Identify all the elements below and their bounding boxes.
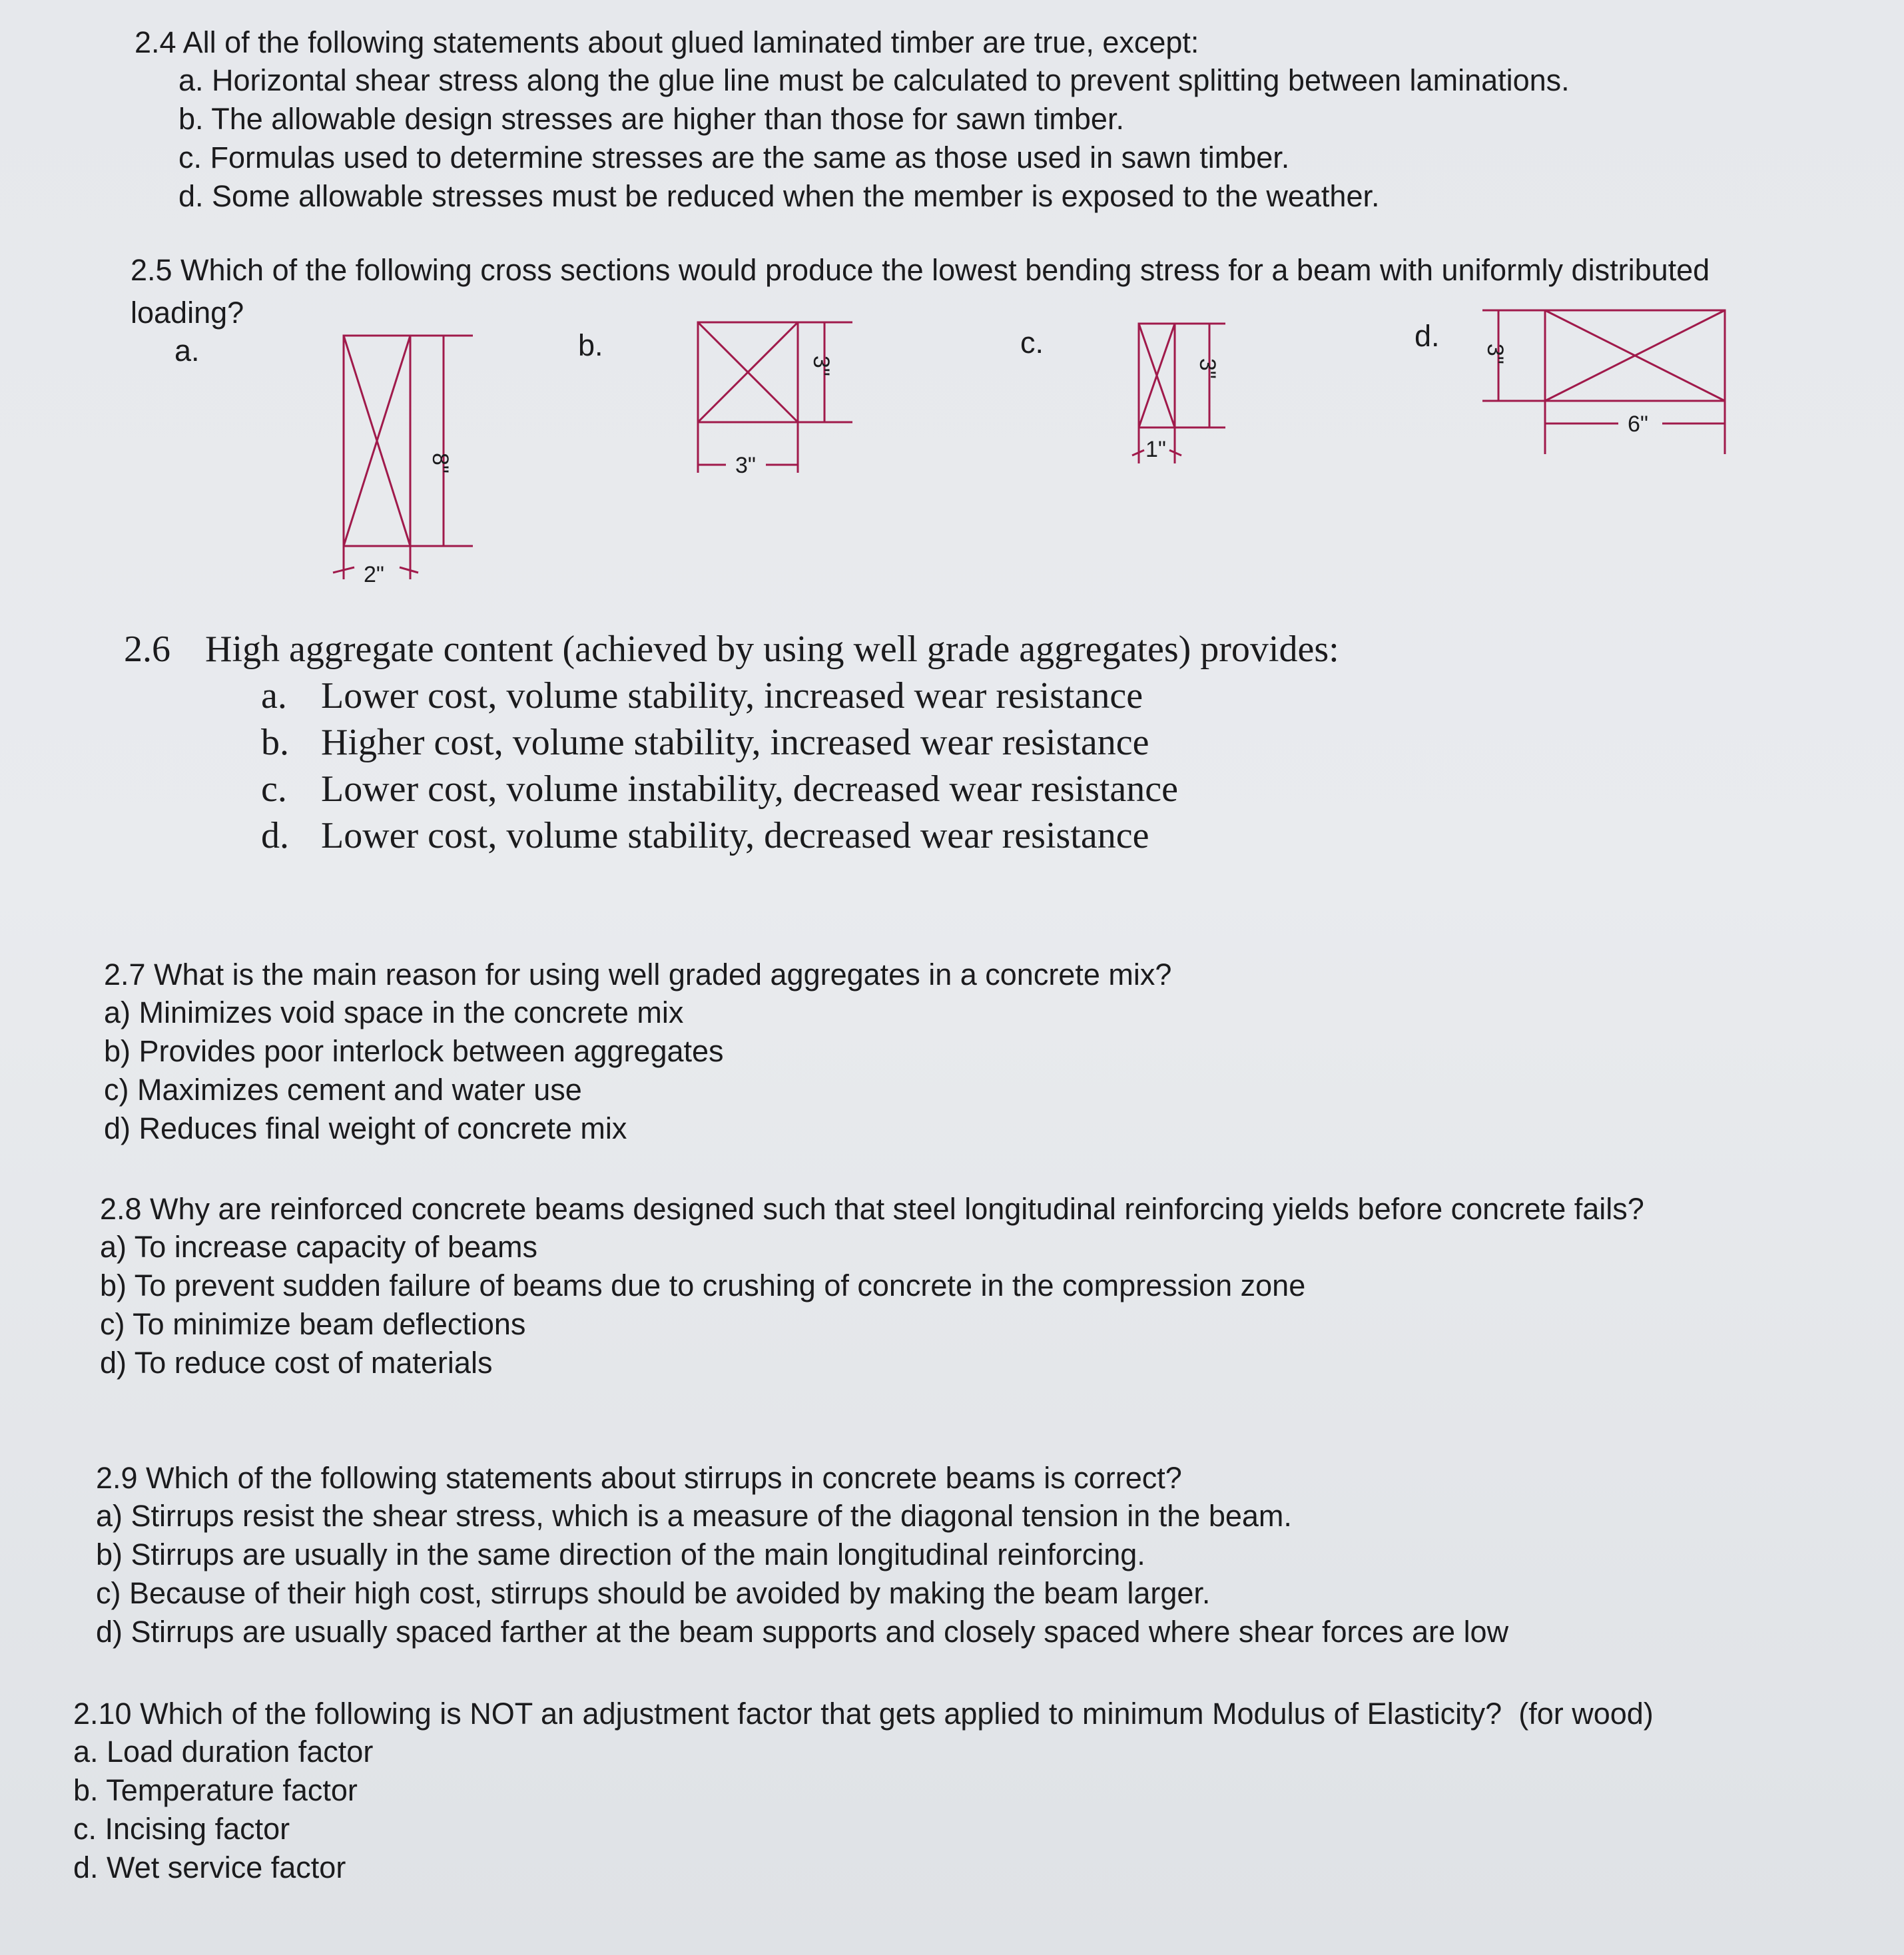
option-b: b. Temperature factor bbox=[73, 1773, 358, 1807]
diagram-b-label: b. bbox=[578, 328, 603, 362]
question-2-8 bbox=[100, 1191, 1778, 1382]
option-b: b. The allowable design stresses are higher than those for sawn timber. bbox=[178, 102, 1124, 136]
option-d: d) Stirrups are usually spaced farther at the beam supports and closely spaced where shear forces are low bbox=[96, 1615, 1509, 1649]
option-c bbox=[261, 766, 1339, 812]
dim-height-label: 8" bbox=[428, 453, 453, 473]
dim-height-label: 3" bbox=[808, 356, 834, 376]
diagram-d-cross-section bbox=[1472, 300, 1738, 466]
option-a: a) To increase capacity of beams bbox=[100, 1230, 538, 1264]
question-note: (for wood) bbox=[1518, 1697, 1654, 1731]
option-text: Lower cost, volume stability, increased wear resistance bbox=[321, 675, 1143, 716]
option-a: a) Minimizes void space in the concrete mix bbox=[104, 995, 684, 1029]
diagram-d-label: d. bbox=[1415, 319, 1440, 353]
option-b bbox=[261, 719, 1339, 766]
question-number: 2.6 bbox=[124, 629, 170, 670]
diagram-c-label: c. bbox=[1020, 326, 1044, 360]
question-text: 2.7 What is the main reason for using well graded aggregates in a concrete mix? bbox=[104, 958, 1172, 991]
diagram-a-label: a. bbox=[174, 334, 200, 368]
option-c: c) To minimize beam deflections bbox=[100, 1307, 526, 1341]
option-c: c. Formulas used to determine stresses are the same as those used in sawn timber. bbox=[178, 140, 1290, 174]
dim-height-label: 3" bbox=[1482, 344, 1508, 364]
option-d: d) Reduces final weight of concrete mix bbox=[104, 1111, 627, 1145]
option-d: d. Some allowable stresses must be reduced when the member is exposed to the weather. bbox=[178, 179, 1380, 213]
diagram-c-cross-section bbox=[1125, 313, 1259, 473]
option-a: a) Stirrups resist the shear stress, which is a measure of the diagonal tension in the beam. bbox=[96, 1499, 1292, 1533]
option-d: d. Wet service factor bbox=[73, 1850, 346, 1884]
dim-height-label: 3" bbox=[1195, 358, 1220, 379]
dim-width-label: 3" bbox=[735, 453, 756, 478]
question-text bbox=[73, 1695, 1654, 1733]
option-c: c) Maximizes cement and water use bbox=[104, 1073, 582, 1107]
option-letter: b. bbox=[261, 722, 289, 763]
question-2-6 bbox=[124, 626, 1339, 859]
question-text: 2.9 Which of the following statements about stirrups in concrete beams is correct? bbox=[96, 1461, 1182, 1495]
option-c: c) Because of their high cost, stirrups should be avoided by making the beam larger. bbox=[96, 1576, 1211, 1610]
question-stem: 2.10 Which of the following is NOT an adjustment factor that gets applied to minimum Modulus of Elasticity? bbox=[73, 1697, 1502, 1731]
option-letter: a. bbox=[261, 675, 287, 716]
question-stem: High aggregate content (achieved by using well grade aggregates) provides: bbox=[205, 629, 1339, 670]
dim-width-label: 2" bbox=[364, 562, 384, 587]
option-letter: c. bbox=[261, 768, 287, 810]
question-text: 2.4 All of the following statements about glued laminated timber are true, except: bbox=[135, 25, 1199, 59]
question-2-10 bbox=[73, 1695, 1654, 1887]
option-b: b) To prevent sudden failure of beams due to crushing of concrete in the compression zone bbox=[100, 1268, 1306, 1302]
diagram-a-cross-section bbox=[326, 326, 486, 593]
option-text: Lower cost, volume instability, decreased wear resistance bbox=[321, 768, 1178, 810]
option-a: a. Load duration factor bbox=[73, 1735, 374, 1769]
question-text: 2.5 Which of the following cross sections would produce the lowest bending stress for a beam with uniformly distributed loading? bbox=[131, 253, 1710, 330]
option-c: c. Incising factor bbox=[73, 1812, 290, 1846]
question-2-9 bbox=[96, 1460, 1508, 1651]
option-text: Lower cost, volume stability, decreased wear resistance bbox=[321, 815, 1149, 856]
dim-width-label: 1" bbox=[1145, 437, 1166, 462]
question-2-4 bbox=[135, 24, 1570, 216]
option-b: b) Provides poor interlock between aggregates bbox=[104, 1034, 724, 1068]
option-d bbox=[261, 812, 1339, 859]
option-a: a. Horizontal shear stress along the glue line must be calculated to prevent splitting between laminations. bbox=[178, 63, 1570, 97]
question-text bbox=[124, 626, 1339, 673]
diagram-b-cross-section bbox=[686, 313, 872, 493]
option-d: d) To reduce cost of materials bbox=[100, 1346, 493, 1380]
option-b: b) Stirrups are usually in the same direction of the main longitudinal reinforcing. bbox=[96, 1537, 1145, 1571]
question-text: 2.8 Why are reinforced concrete beams designed such that steel longitudinal reinforcing yields before concrete fails? bbox=[100, 1192, 1644, 1226]
question-2-7 bbox=[104, 956, 1171, 1148]
dim-width-label: 6" bbox=[1628, 412, 1648, 437]
option-text: Higher cost, volume stability, increased wear resistance bbox=[321, 722, 1149, 763]
option-letter: d. bbox=[261, 815, 289, 856]
option-a bbox=[261, 673, 1339, 719]
